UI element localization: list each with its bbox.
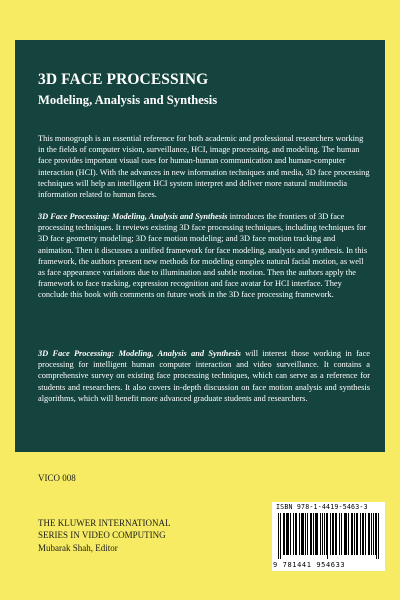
barcode-bar xyxy=(360,513,361,555)
barcode-bar xyxy=(373,513,374,555)
barcode-bar xyxy=(301,513,302,555)
barcode-bar xyxy=(290,513,291,555)
barcode-bar xyxy=(305,513,306,555)
barcode-bar xyxy=(287,513,288,555)
barcode-bar xyxy=(336,513,337,555)
barcode-bar xyxy=(324,513,325,555)
series-name-line-1: THE KLUWER INTERNATIONAL xyxy=(38,518,171,528)
barcode-bar xyxy=(299,513,300,555)
barcode-bar xyxy=(313,513,314,555)
barcode-bar xyxy=(307,513,308,555)
barcode-bar xyxy=(283,513,284,555)
barcode-bar xyxy=(352,513,353,555)
barcode-bar xyxy=(335,513,336,555)
barcode-bar xyxy=(348,513,349,555)
barcode-bar xyxy=(296,513,297,555)
barcode-bar xyxy=(345,513,346,555)
barcode-bar xyxy=(339,513,340,555)
description-paragraph-3 xyxy=(38,348,370,404)
barcode-bar xyxy=(326,513,327,555)
barcode-bar xyxy=(368,513,369,555)
barcode-bar xyxy=(330,513,331,555)
barcode-bar xyxy=(354,513,355,555)
barcode-bar xyxy=(322,513,323,555)
barcode-bar xyxy=(363,513,364,555)
book-subtitle: Modeling, Analysis and Synthesis xyxy=(38,93,218,107)
barcode-bar xyxy=(356,513,357,555)
barcode-bar xyxy=(375,513,376,555)
barcode-bar xyxy=(311,513,312,555)
series-editor: Mubarak Shah, Editor xyxy=(38,542,118,553)
description-paragraph-1: This monograph is an essential reference for both academic and professional researchers working in the fields of computer vision, surveillance, HCI, image processing, and modeling. The human face provides important visual cues for human-human communication and human-computer interaction (HCI). With the advances in new information techniques and media, 3D face processing techniques will help an intelligent HCI system interpret and deliver more natural multimedia information related to human faces. xyxy=(38,134,370,200)
paragraph-3-book-title: 3D Face Processing: Modeling, Analysis and Synthesis xyxy=(38,349,241,358)
barcode-bar xyxy=(369,513,370,555)
barcode-bar xyxy=(362,513,363,555)
barcode-bar xyxy=(278,513,279,559)
barcode-bar xyxy=(371,513,372,555)
isbn-label: ISBN 978-1-4419-5463-3 xyxy=(276,503,368,511)
paragraph-2-book-title: 3D Face Processing: Modeling, Analysis and Synthesis xyxy=(38,212,228,221)
barcode-bar xyxy=(320,513,321,555)
barcode-bar xyxy=(295,513,296,555)
barcode-bar xyxy=(310,513,311,555)
barcode-bar xyxy=(303,513,304,555)
barcode-bar xyxy=(341,513,342,555)
book-title: 3D FACE PROCESSING xyxy=(38,71,209,88)
barcode-digits: 9 781441 954633 xyxy=(273,561,346,569)
series-info xyxy=(38,517,170,554)
barcode-bar xyxy=(378,513,379,559)
barcode-bar xyxy=(302,513,303,555)
barcode-bar xyxy=(351,513,352,555)
barcode-box xyxy=(272,502,385,571)
paragraph-3-text: will interest those working in face processing for intelligent human computer interaction and video surveillance. It contains a comprehensive survey on existing face processing techniques, which can serve as a reference for students and researchers. It also covers in-depth discussion on face motion analysis and synthesis algorithms, which will benefit more advanced graduate students and researchers. xyxy=(38,349,371,403)
barcode-bar xyxy=(293,513,294,555)
barcode-bar xyxy=(365,513,366,555)
barcode-bar xyxy=(344,513,345,555)
paragraph-2-text: introduces the frontiers of 3D face processing techniques. It reviews existing 3D face processing techniques, including techniques for 3D face geometry modeling; 3D face motion modeling; and 3D face motion tracking and animation. Then it discusses a unified framework for face modeling, analysis and synthesis. In this framework, the authors present new methods for modeling complex natural facial motion, as well as face appearance variations due to illumination and subtle motion. Then the authors apply the framework to face tracking, expression recognition and face avatar for HCI interface. They conclude this book with comments on future work in the 3D face processing framework. xyxy=(38,212,368,300)
description-panel xyxy=(15,40,385,452)
barcode-bar xyxy=(315,513,316,555)
barcode-bar xyxy=(284,513,285,555)
barcode-bar xyxy=(376,513,377,559)
barcode-bar xyxy=(288,513,289,555)
barcode-bar xyxy=(333,513,334,555)
series-name-line-2: SERIES IN VIDEO COMPUTING xyxy=(38,530,166,541)
barcode-bar xyxy=(280,513,281,559)
barcode-bar xyxy=(327,513,328,559)
barcode-bars xyxy=(278,513,379,559)
series-code: VICO 008 xyxy=(38,473,76,483)
barcode-bar xyxy=(286,513,287,555)
barcode-bar xyxy=(316,513,317,555)
description-paragraph-2 xyxy=(38,211,370,301)
barcode-bar xyxy=(317,513,318,555)
barcode-bar xyxy=(346,513,347,555)
barcode-bar xyxy=(357,513,358,555)
barcode-bar xyxy=(332,513,333,555)
